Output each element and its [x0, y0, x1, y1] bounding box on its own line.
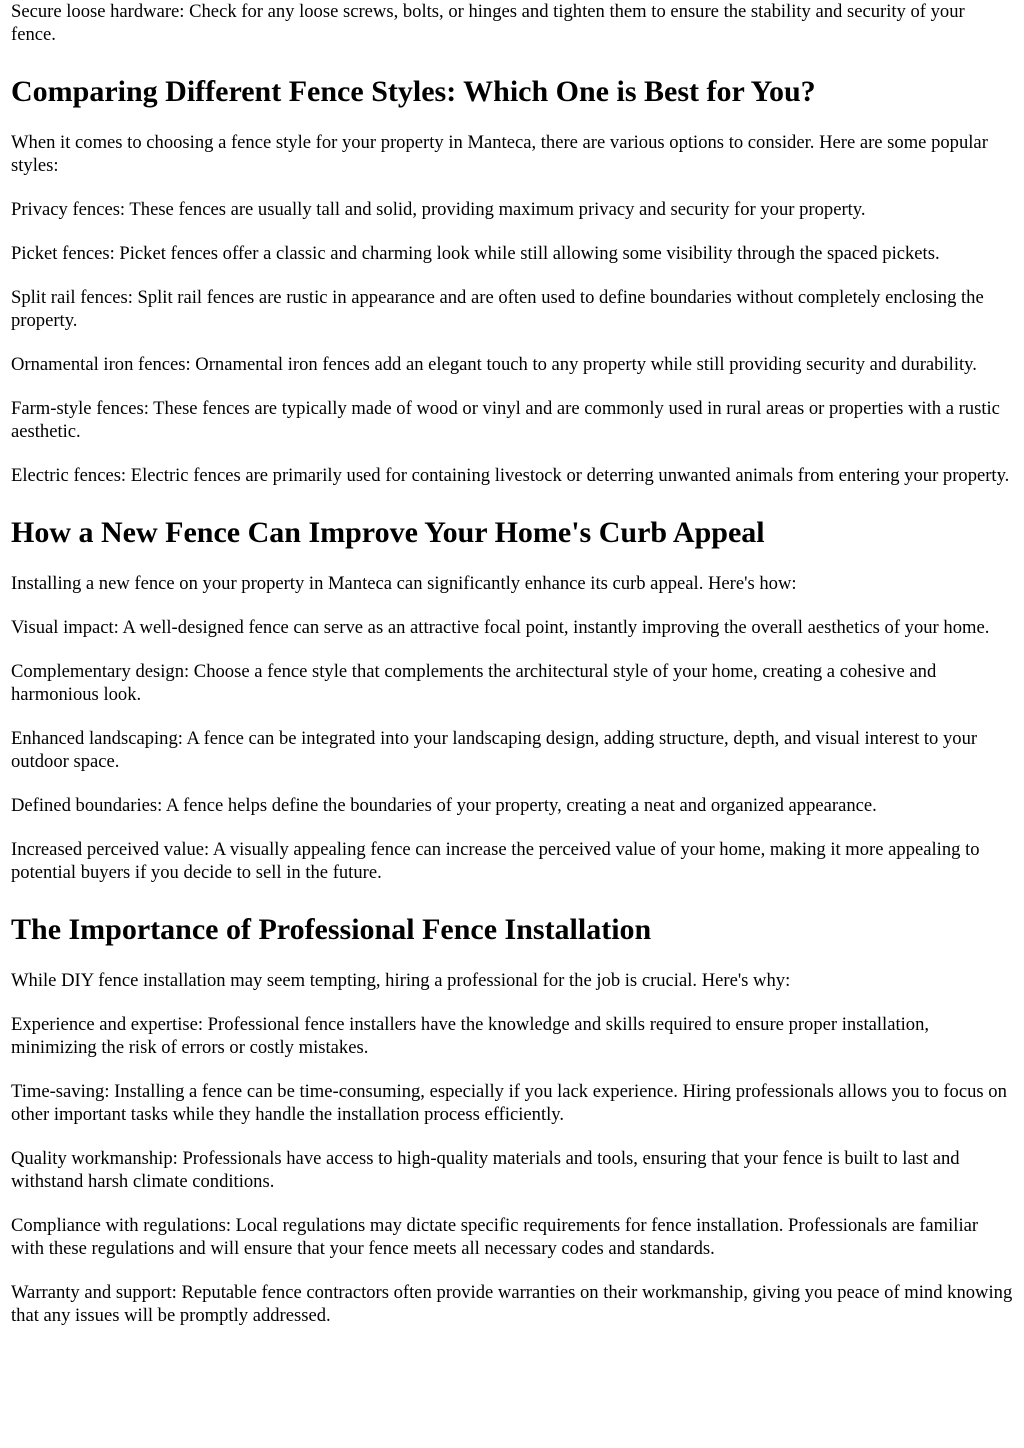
paragraph: Complementary design: Choose a fence style that complements the architectural style of your home, creating a cohesive and harmonious look.	[11, 661, 937, 705]
section-curb-appeal	[11, 515, 1014, 884]
paragraph: Quality workmanship: Professionals have access to high-quality materials and tools, ensuring that your fence is built to last and withstand harsh climate conditions.	[11, 1148, 960, 1192]
section-professional-installation	[11, 912, 1014, 1327]
section-heading: How a New Fence Can Improve Your Home's Curb Appeal	[11, 516, 765, 549]
paragraph: Defined boundaries: A fence helps define the boundaries of your property, creating a neat and organized appearance.	[11, 795, 877, 816]
paragraph: Compliance with regulations: Local regulations may dictate specific requirements for fence installation. Professionals are familiar with these regulations and will ensure that your fence meets all necessary codes and standards.	[11, 1215, 979, 1259]
paragraph: Ornamental iron fences: Ornamental iron fences add an elegant touch to any property while still providing security and durability.	[11, 354, 977, 375]
paragraph: Electric fences: Electric fences are primarily used for containing livestock or deterring unwanted animals from entering your property.	[11, 465, 1010, 486]
paragraph: Picket fences: Picket fences offer a classic and charming look while still allowing some visibility through the spaced pickets.	[11, 243, 940, 264]
section-heading: The Importance of Professional Fence Installation	[11, 913, 652, 946]
section-heading: Comparing Different Fence Styles: Which One is Best for You?	[11, 75, 816, 108]
intro-paragraph: Secure loose hardware: Check for any loose screws, bolts, or hinges and tighten them to ensure the stability and security of your fence.	[11, 1, 965, 45]
paragraph: Farm-style fences: These fences are typically made of wood or vinyl and are commonly used in rural areas or properties with a rustic aesthetic.	[11, 398, 1000, 442]
paragraph: While DIY fence installation may seem tempting, hiring a professional for the job is crucial. Here's why:	[11, 970, 791, 991]
paragraph: Increased perceived value: A visually appealing fence can increase the perceived value of your home, making it more appealing to potential buyers if you decide to sell in the future.	[11, 839, 980, 883]
paragraph: When it comes to choosing a fence style for your property in Manteca, there are various options to consider. Here are some popular styles:	[11, 132, 988, 176]
paragraph: Enhanced landscaping: A fence can be integrated into your landscaping design, adding structure, depth, and visual interest to your outdoor space.	[11, 728, 978, 772]
paragraph: Experience and expertise: Professional fence installers have the knowledge and skills required to ensure proper installation, minimizing the risk of errors or costly mistakes.	[11, 1014, 930, 1058]
paragraph: Time-saving: Installing a fence can be time-consuming, especially if you lack experience. Hiring professionals allows you to focus on other important tasks while they handle the installation process efficiently.	[11, 1081, 1007, 1125]
paragraph: Split rail fences: Split rail fences are rustic in appearance and are often used to define boundaries without completely enclosing the property.	[11, 287, 984, 331]
paragraph: Warranty and support: Reputable fence contractors often provide warranties on their workmanship, giving you peace of mind knowing that any issues will be promptly addressed.	[11, 1282, 1013, 1326]
paragraph: Installing a new fence on your property in Manteca can significantly enhance its curb appeal. Here's how:	[11, 573, 797, 594]
section-fence-styles	[11, 74, 1014, 487]
paragraph: Visual impact: A well-designed fence can serve as an attractive focal point, instantly improving the overall aesthetics of your home.	[11, 617, 990, 638]
paragraph: Privacy fences: These fences are usually tall and solid, providing maximum privacy and security for your property.	[11, 199, 866, 220]
